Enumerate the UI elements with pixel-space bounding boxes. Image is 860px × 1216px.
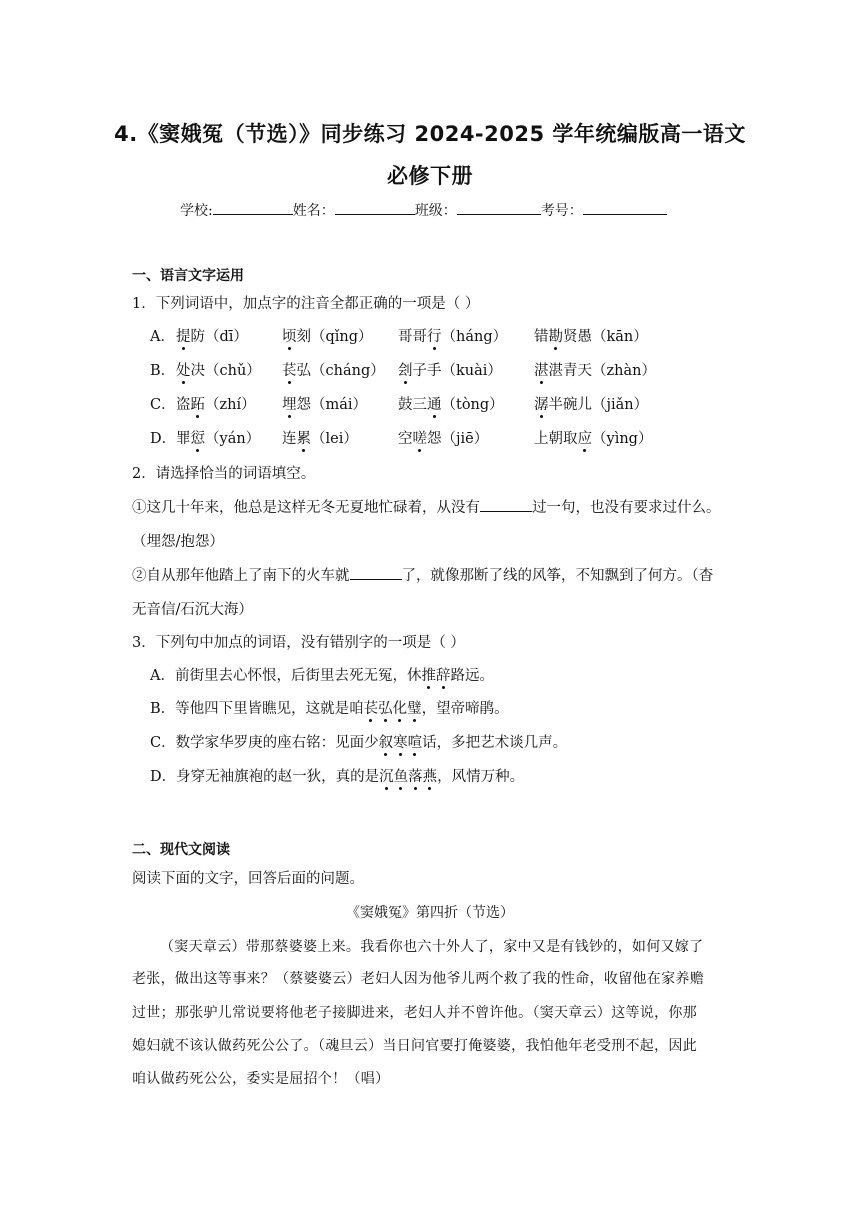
option-letter: D．	[150, 431, 177, 447]
dotted-char: 行	[427, 329, 442, 345]
question-3-stem: 3．下列句中加点的词语，没有错别字的一项是（ ）	[132, 635, 465, 651]
option-term: 湛湛青天（zhàn）	[534, 363, 656, 379]
q2-s2-text: ②自从那年他踏上了南下的火车就	[132, 568, 350, 584]
passage-line: 媳妇就不该认做药死公公了。（魂旦云）当日问官要打俺婆婆，我怕他年老受刑不起，因此	[132, 1038, 697, 1054]
dotted-char: 湛	[534, 363, 549, 379]
option-term: 错勘贤愚（kān）	[534, 329, 648, 345]
school-field[interactable]	[213, 200, 293, 215]
class-label: 班级：	[414, 203, 457, 219]
option-term: 盗跖（zhí）	[176, 397, 256, 413]
question-2-sentence-1-options: （埋怨/抱怨）	[132, 534, 224, 550]
option-term: 上朝取应（yìng）	[534, 431, 653, 447]
q1-option-b[interactable]	[150, 359, 770, 381]
reading-instruction: 阅读下面的文字，回答后面的问题。	[132, 871, 364, 887]
passage-line: （窦天章云）带那蔡婆婆上来。我看你也六十外人了，家中又是有钱钞的，如何又嫁了	[160, 939, 704, 955]
page-title-line1: 4.《窦娥冤（节选）》同步练习 2024-2025 学年统编版高一语文	[114, 122, 746, 146]
dotted-phrase: 苌弘化璧	[363, 701, 422, 717]
option-letter: A．	[150, 329, 175, 345]
q2-s1-blank[interactable]	[480, 497, 532, 512]
passage-line: 过世；那张驴儿常说要将他老子接脚进来，老妇人并不曾许他。（窦天章云）这等说，你那	[132, 1005, 697, 1021]
option-term: 连累（lei）	[282, 431, 358, 447]
option-term: 处决（chǔ）	[176, 363, 261, 379]
dotted-char: 嗟	[412, 431, 427, 447]
question-2-sentence-2	[132, 564, 713, 585]
page-title-line2: 必修下册	[387, 164, 473, 188]
option-letter: A．	[150, 668, 175, 684]
dotted-char: 累	[296, 431, 311, 447]
option-term: 刽子手（kuài）	[398, 363, 502, 379]
option-term: 哥哥行（háng）	[398, 329, 508, 345]
q1-option-d[interactable]	[150, 427, 770, 449]
option-term: 苌弘（cháng）	[282, 363, 385, 379]
option-letter: D．	[150, 769, 177, 785]
q3-option-a[interactable]: A．前街里去心怀恨，后街里去死无冤，休推辞路远。	[150, 668, 494, 684]
dotted-char: 应	[577, 431, 592, 447]
q3-option-c[interactable]: C．数学家华罗庚的座右铭：见面少叙寒喧话，多把艺术谈几声。	[150, 735, 568, 751]
q2-s2-blank[interactable]	[350, 565, 402, 580]
dotted-char: 潺	[534, 397, 549, 413]
name-field[interactable]	[335, 200, 415, 215]
option-letter: B．	[150, 701, 176, 717]
dotted-phrase: 叙寒喧	[378, 735, 423, 751]
question-2-stem: 2．请选择恰当的词语填空。	[132, 466, 316, 482]
dotted-char: 通	[427, 397, 442, 413]
section-1-heading: 一、语言文字运用	[132, 268, 244, 284]
name-label: 姓名：	[292, 203, 335, 219]
q2-s2-text-post: 了，就像那断了线的风筝，不知飘到了何方。（杳	[401, 568, 714, 584]
passage-title: 《窦娥冤》第四折（节选）	[346, 905, 514, 921]
dotted-char: 提	[176, 329, 191, 345]
q3-option-d[interactable]: D．身穿无袖旗袍的赵一狄，真的是沉鱼落燕，风情万种。	[150, 769, 525, 785]
q2-s1-text: ①这几十年来，他总是这样无冬无夏地忙碌着，从没有	[132, 500, 480, 516]
dotted-phrase: 推辞	[421, 668, 451, 684]
q1-option-c[interactable]	[150, 393, 770, 415]
class-field[interactable]	[457, 200, 541, 215]
q3-option-b[interactable]: B．等他四下里皆瞧见，这就是咱苌弘化璧，望帝啼鹃。	[150, 701, 509, 717]
dotted-char: 处	[176, 363, 191, 379]
exam-no-field[interactable]	[583, 200, 667, 215]
info-line	[180, 200, 667, 220]
dotted-char: 勘	[548, 329, 563, 345]
dotted-char: 刽	[398, 363, 413, 379]
exam-no-label: 考号：	[540, 203, 583, 219]
option-letter: B．	[150, 363, 176, 379]
option-term: 顷刻（qǐng）	[282, 329, 373, 345]
section-2-heading: 二、现代文阅读	[132, 842, 230, 858]
dotted-char: 埋	[282, 397, 297, 413]
dotted-char: 愆	[190, 431, 205, 447]
option-term: 罪愆（yán）	[176, 431, 261, 447]
passage-line: 老张，做出这等事来？（蔡婆婆云）老妇人因为他爷儿两个救了我的性命，收留他在家养赡	[132, 971, 704, 987]
dotted-char: 苌	[282, 363, 297, 379]
question-1-stem: 1．下列词语中，加点字的注音全都正确的一项是（ ）	[132, 296, 480, 312]
question-2-sentence-2-options: 无音信/石沉大海）	[132, 602, 253, 618]
dotted-phrase: 沉鱼落燕	[379, 769, 438, 785]
question-2-sentence-1	[132, 496, 721, 517]
option-term: 埋怨（mái）	[282, 397, 368, 413]
dotted-char: 顷	[282, 329, 297, 345]
q1-option-a[interactable]	[150, 325, 770, 347]
option-letter: C．	[150, 735, 176, 751]
option-term: 鼓三通（tòng）	[398, 397, 504, 413]
option-term: 潺半碗儿（jiǎn）	[534, 397, 649, 413]
school-label: 学校:	[180, 203, 213, 219]
option-letter: C．	[150, 397, 176, 413]
q2-s1-text-post: 过一句，也没有要求过什么。	[532, 500, 721, 516]
dotted-char: 跖	[190, 397, 205, 413]
option-term: 空嗟怨（jiē）	[398, 431, 489, 447]
passage-line: 咱认做药死公公，委实是屈招个！（唱）	[132, 1071, 390, 1087]
option-term: 提防（dī）	[176, 329, 248, 345]
